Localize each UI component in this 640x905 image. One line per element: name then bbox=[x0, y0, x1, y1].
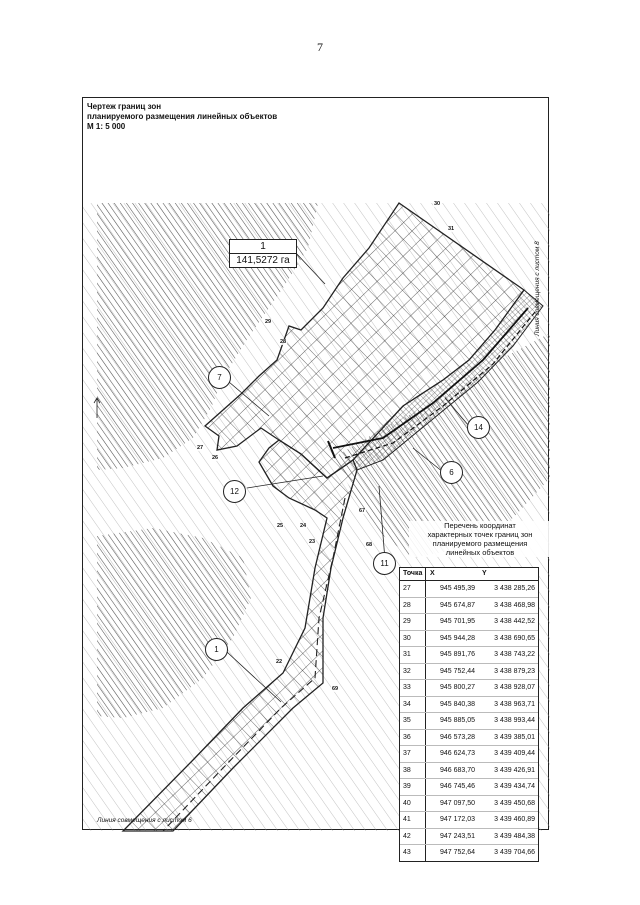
cell-point: 38 bbox=[400, 763, 426, 779]
drawing-title-line2: планируемого размещения линейных объектов bbox=[87, 112, 278, 121]
cell-y: 3 439 484,38 bbox=[494, 832, 535, 840]
cell-point: 29 bbox=[400, 614, 426, 630]
table-row bbox=[400, 680, 538, 697]
table-row bbox=[400, 664, 538, 681]
cell-point: 30 bbox=[400, 631, 426, 647]
drawing-title-line1: Чертеж границ зон bbox=[87, 102, 162, 111]
table-row bbox=[400, 581, 538, 598]
callout-1: 1 bbox=[205, 638, 228, 661]
cell-x: 946 624,73 bbox=[439, 750, 475, 757]
cell-point: 31 bbox=[400, 647, 426, 663]
table-row bbox=[400, 713, 538, 730]
table-row bbox=[400, 812, 538, 829]
cell-point: 42 bbox=[400, 829, 426, 845]
cell-x: 947 097,50 bbox=[439, 799, 475, 807]
cell-x: 947 243,51 bbox=[439, 832, 475, 840]
cell-y: 3 439 434,74 bbox=[494, 783, 535, 790]
callout-12: 12 bbox=[223, 480, 246, 503]
table-body bbox=[400, 581, 538, 861]
header-x: X bbox=[430, 570, 435, 577]
cell-y: 3 439 409,44 bbox=[494, 750, 535, 757]
cell-point: 37 bbox=[400, 746, 426, 762]
page-number: 7 bbox=[317, 40, 323, 54]
cell-x: 946 683,70 bbox=[439, 766, 475, 774]
zone-area-label bbox=[229, 239, 297, 268]
cell-x: 945 495,39 bbox=[439, 585, 475, 592]
point-label-22: 22 bbox=[276, 659, 283, 665]
cell-x: 947 172,03 bbox=[439, 816, 475, 823]
point-label-28: 28 bbox=[280, 339, 287, 345]
point-label-69: 69 bbox=[332, 686, 339, 692]
table-row bbox=[400, 779, 538, 796]
cell-point: 35 bbox=[400, 713, 426, 729]
caption-line: планируемого размещения bbox=[432, 539, 528, 548]
caption-line: Перечень координат bbox=[444, 521, 516, 530]
table-row bbox=[400, 647, 538, 664]
cell-y: 3 438 928,07 bbox=[494, 684, 535, 691]
point-label-68: 68 bbox=[366, 542, 373, 548]
point-label-27: 27 bbox=[197, 445, 204, 451]
match-line-right-label: Линия совмещения с листом 8 bbox=[534, 241, 541, 336]
callout-11: 11 bbox=[373, 552, 396, 575]
zone-area-value: 141,5272 га bbox=[236, 255, 290, 266]
cell-point: 33 bbox=[400, 680, 426, 696]
table-row bbox=[400, 631, 538, 648]
table-row bbox=[400, 697, 538, 714]
cell-y: 3 439 704,66 bbox=[494, 849, 535, 856]
table-row bbox=[400, 829, 538, 846]
caption-line: линейных объектов bbox=[445, 548, 515, 557]
cell-x: 946 573,28 bbox=[439, 733, 475, 741]
callout-14: 14 bbox=[467, 416, 490, 439]
cell-y: 3 438 285,26 bbox=[494, 585, 535, 592]
cell-point: 27 bbox=[400, 581, 426, 597]
cell-y: 3 439 385,01 bbox=[494, 733, 535, 741]
cell-y: 3 439 460,89 bbox=[494, 816, 535, 823]
cell-x: 945 944,28 bbox=[439, 634, 475, 642]
table-header-row bbox=[400, 568, 538, 581]
callout-6: 6 bbox=[440, 461, 463, 484]
table-row bbox=[400, 763, 538, 780]
cell-y: 3 438 468,98 bbox=[494, 601, 535, 609]
point-label-67: 67 bbox=[359, 508, 366, 514]
cell-y: 3 439 426,91 bbox=[494, 766, 535, 774]
cell-y: 3 438 879,23 bbox=[494, 667, 535, 675]
coordinates-table-caption bbox=[409, 521, 551, 557]
cell-point: 41 bbox=[400, 812, 426, 828]
cell-x: 945 752,44 bbox=[439, 667, 475, 675]
point-label-31: 31 bbox=[448, 226, 455, 232]
cell-x: 945 885,05 bbox=[439, 717, 475, 724]
cell-y: 3 438 690,65 bbox=[494, 634, 535, 642]
point-label-25: 25 bbox=[277, 523, 284, 529]
cell-y: 3 438 963,71 bbox=[494, 700, 535, 708]
table-row bbox=[400, 746, 538, 763]
cell-x: 945 840,38 bbox=[439, 700, 475, 708]
drawing-frame bbox=[82, 97, 549, 856]
table-row bbox=[400, 598, 538, 615]
header-point: Точка bbox=[400, 568, 426, 580]
caption-line: характерных точек границ зон bbox=[427, 530, 533, 539]
point-label-26: 26 bbox=[212, 455, 219, 461]
cell-point: 43 bbox=[400, 845, 426, 861]
cell-point: 36 bbox=[400, 730, 426, 746]
cell-x: 947 752,64 bbox=[439, 849, 475, 856]
cell-y: 3 438 442,52 bbox=[494, 618, 535, 625]
callout-7: 7 bbox=[208, 366, 231, 389]
cell-point: 32 bbox=[400, 664, 426, 680]
cell-x: 946 745,46 bbox=[439, 783, 475, 790]
point-label-23: 23 bbox=[309, 539, 316, 545]
zone-area-number: 1 bbox=[230, 240, 296, 254]
cell-point: 28 bbox=[400, 598, 426, 614]
cell-x: 945 674,87 bbox=[439, 601, 475, 609]
drawing-title-block bbox=[87, 102, 277, 132]
header-y: Y bbox=[482, 570, 487, 577]
table-row bbox=[400, 614, 538, 631]
table-row bbox=[400, 796, 538, 813]
point-label-24: 24 bbox=[300, 523, 307, 529]
table-row bbox=[400, 730, 538, 747]
match-line-bottom-label: Линия совмещения с листом 6 bbox=[97, 817, 192, 824]
cell-y: 3 438 993,44 bbox=[494, 717, 535, 724]
cell-y: 3 439 450,68 bbox=[494, 799, 535, 807]
cell-point: 34 bbox=[400, 697, 426, 713]
table-row bbox=[400, 845, 538, 861]
point-label-30: 30 bbox=[434, 201, 441, 207]
cell-x: 945 800,27 bbox=[439, 684, 475, 691]
cell-point: 40 bbox=[400, 796, 426, 812]
cell-point: 39 bbox=[400, 779, 426, 795]
coordinates-table bbox=[399, 567, 539, 862]
cell-x: 945 891,76 bbox=[439, 651, 475, 658]
cell-x: 945 701,95 bbox=[439, 618, 475, 625]
cell-y: 3 438 743,22 bbox=[494, 651, 535, 658]
drawing-scale: М 1: 5 000 bbox=[87, 122, 126, 131]
point-label-29: 29 bbox=[265, 319, 272, 325]
